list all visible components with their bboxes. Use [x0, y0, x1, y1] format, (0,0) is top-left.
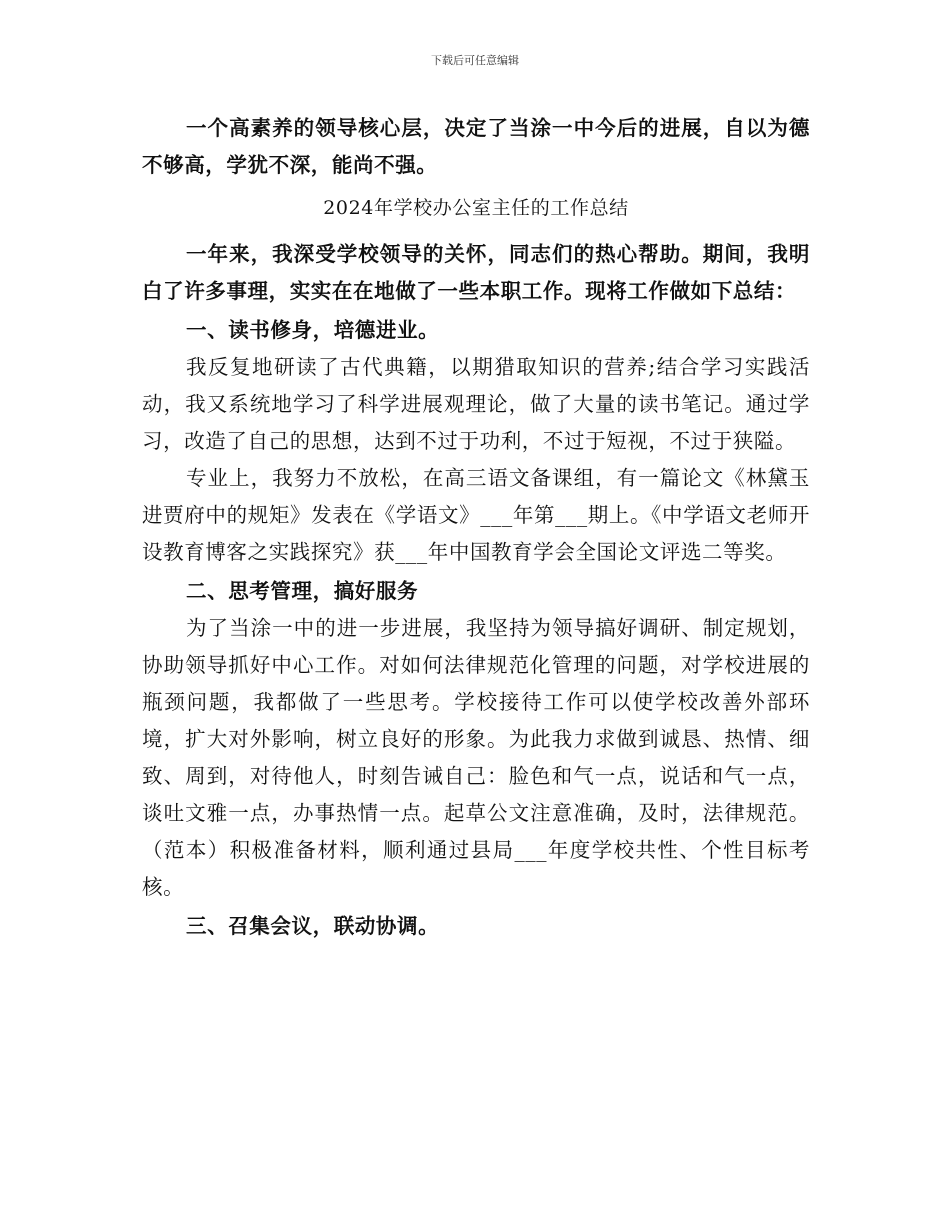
section1-paragraph-2: 专业上，我努力不放松，在高三语文备课组，有一篇论文《林黛玉进贾府中的规矩》发表在《学语文》___年第___期上。《中学语文老师开设教育博客之实践探究》获___年中国教育学会全国论文评选二等奖。 [142, 466, 810, 564]
page-header: 下载后可任意编辑 [431, 54, 519, 67]
section1-heading: 一、读书修身，培德进业。 [186, 318, 440, 342]
section2-paragraph-1: 为了当涂一中的进一步进展，我坚持为领导搞好调研、制定规划，协助领导抓好中心工作。对如何法律规范化管理的问题，对学校进展的瓶颈问题，我都做了一些思考。学校接待工作可以使学校改善外部环境，扩大对外影响，树立良好的形象。为此我力求做到诚恳、热情、细致、周到，对待他人，时刻告诫自己：脸色和气一点，说话和气一点，谈吐文雅一点，办事热情一点。起草公文注意准确，及时，法律规范。（范本）积极准备材料，顺利通过县局___年度学校共性、个性目标考核。 [142, 616, 810, 899]
section3-heading: 三、召集会议，联动协调。 [186, 914, 440, 938]
section2-heading: 二、思考管理，搞好服务 [186, 579, 419, 603]
opening-paragraph: 一年来，我深受学校领导的关怀，同志们的热心帮助。期间，我明白了许多事理，实实在在地做了一些本职工作。现将工作做如下总结： [142, 242, 810, 303]
intro-paragraph: 一个高素养的领导核心层，决定了当涂一中今后的进展，自以为德不够高，学犹不深，能尚不强。 [142, 116, 810, 177]
section1-paragraph-1: 我反复地研读了古代典籍，以期猎取知识的营养;结合学习实践活动，我又系统地学习了科学进展观理论，做了大量的读书笔记。通过学习，改造了自己的思想，达到不过于功利，不过于短视，不过于狭隘。 [142, 355, 810, 453]
document-title: 2024年学校办公室主任的工作总结 [323, 197, 629, 219]
document-body [142, 110, 810, 945]
